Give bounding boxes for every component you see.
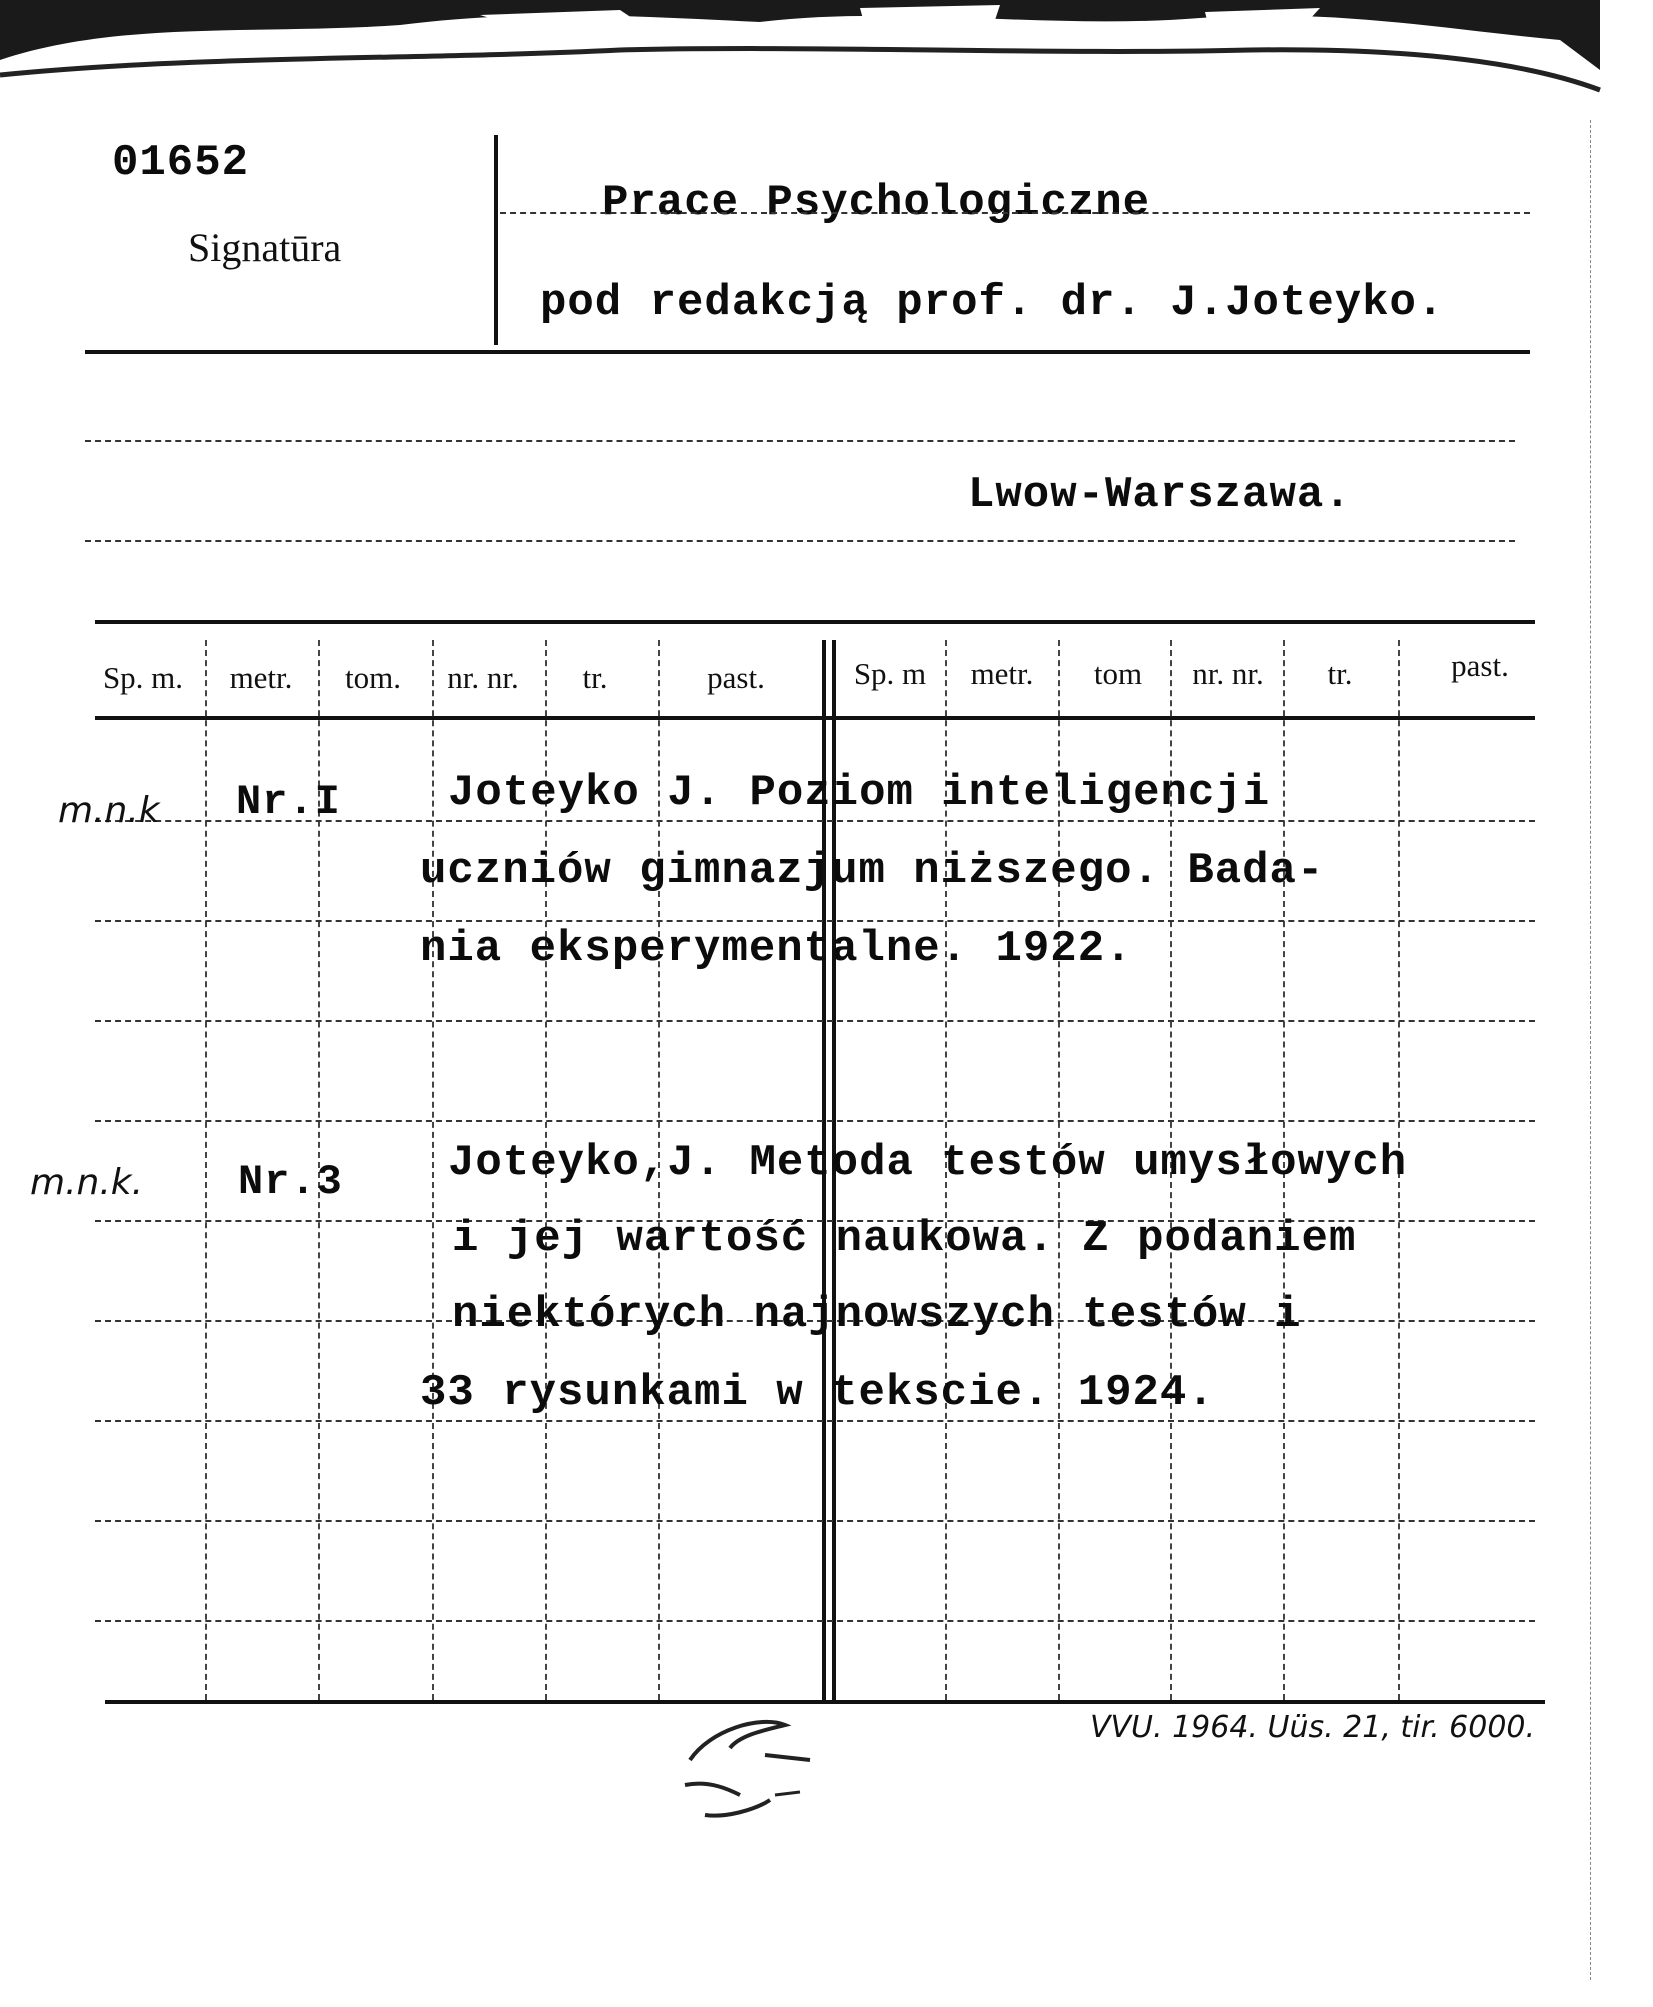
place: Lwow-Warszawa. — [968, 470, 1352, 520]
footer-imprint: VVU. 1964. Uüs. 21, tir. 6000. — [1090, 1710, 1536, 1745]
col-line-3 — [432, 640, 434, 1700]
row-line — [95, 1020, 1535, 1022]
right-edge — [1590, 120, 1591, 1980]
entry-number: Nr.3 — [238, 1158, 343, 1206]
entry-mark: m.n.k — [58, 790, 160, 831]
place-rule-2 — [85, 540, 1515, 542]
title-rule-1 — [500, 212, 1530, 214]
col-metr-right: metr. — [970, 656, 1034, 691]
table-header-rule — [95, 716, 1535, 720]
series-title: Prace Psychologiczne — [602, 178, 1151, 228]
entry-text-line: i jej wartość naukowa. Z podaniem — [452, 1214, 1357, 1264]
col-line-1 — [205, 640, 207, 1700]
entry-number: Nr.I — [236, 778, 341, 826]
col-nr-nr: nr. nr. — [447, 660, 519, 695]
col-sp-m-right: Sp. m — [853, 656, 927, 691]
entry-mark: m.n.k. — [30, 1162, 144, 1203]
series-editor: pod redakcją prof. dr. J.Joteyko. — [540, 278, 1445, 328]
col-tom-right: tom — [1093, 656, 1143, 691]
entry-text-line: Joteyko J. Poziom inteligencji — [448, 768, 1271, 818]
entry-text-line: 33 rysunkami w tekscie. 1924. — [420, 1368, 1215, 1418]
col-sp-m: Sp. m. — [102, 660, 184, 695]
col-tom: tom. — [345, 660, 401, 695]
torn-top-edge — [0, 0, 1653, 110]
col-tr-right: tr. — [1327, 656, 1353, 691]
place-rule-1 — [85, 440, 1515, 442]
col-past: past. — [707, 660, 765, 695]
entry-text-line: nia eksperymentalne. 1922. — [420, 924, 1133, 974]
col-past-right: past. — [1451, 648, 1509, 683]
signature-number: 01652 — [112, 138, 250, 188]
row-line — [95, 1120, 1535, 1122]
row-line — [95, 1620, 1535, 1622]
signature-divider — [494, 135, 498, 345]
col-metr: metr. — [229, 660, 293, 695]
row-line — [95, 920, 1535, 922]
signature-label: Signatūra — [188, 225, 342, 270]
col-nr-nr-right: nr. nr. — [1192, 656, 1264, 691]
table-top-rule — [95, 620, 1535, 624]
row-line — [95, 1420, 1535, 1422]
stamp-scribble — [670, 1700, 840, 1830]
header-rule — [85, 350, 1530, 354]
entry-text-line: uczniów gimnazjum niższego. Bada- — [420, 846, 1325, 896]
row-line — [95, 1520, 1535, 1522]
entry-text-line: niektórych najnowszych testów i — [452, 1290, 1302, 1340]
col-tr: tr. — [582, 660, 608, 695]
entry-text-line: Joteyko,J. Metoda testów umysłowych — [448, 1138, 1408, 1188]
